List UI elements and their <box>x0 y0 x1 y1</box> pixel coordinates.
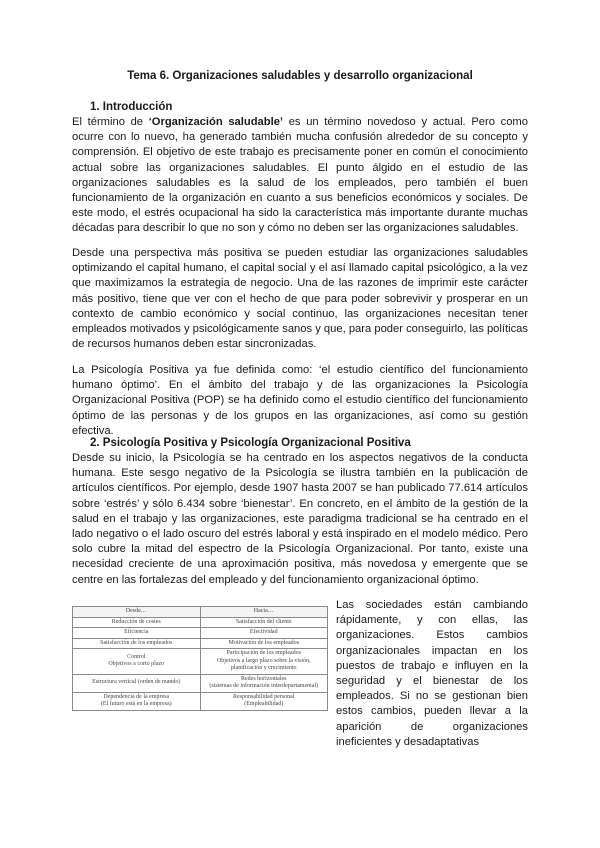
comparison-table <box>72 606 328 711</box>
table-cell-line: (sistemas de información interdepartamental) <box>209 683 319 689</box>
table-row <box>73 628 328 639</box>
table-cell <box>200 674 328 692</box>
table-row <box>73 649 328 675</box>
table-cell-line: Redes horizontales <box>241 675 287 682</box>
table-cell-line: (El futuro está en la empresa) <box>100 701 172 707</box>
table-cell-line: Estructura vertical (orden de mando) <box>92 679 181 686</box>
table-cell-line: Responsabilidad personal <box>233 693 295 700</box>
table-cell <box>73 692 201 710</box>
table-cell-line: Dependencia de la empresa <box>103 693 170 700</box>
paragraph-sesgo-negativo: Desde su inicio, la Psicología se ha centrado en los aspectos negativos de la conducta humana. Este sesgo negativo de la Psicología se ilustra también en la publicación de artículos científicos. Por ejemplo, desde 1907 hasta 2007 se han publicado 77.614 artículos sobre ‘estrés’ y sólo 6.434 sobre ‘bienestar’. En concreto, en el ámbito de la gestión de la salud en el trabajo y las organizaciones, este paradigma tradicional se ha centrado en el lado negativo o el lado oscuro del estrés laboral y está inspirado en el modelo médico. Pero solo cubre la mitad del espectro de la Psicología Organizacional. Por tanto, existe una necesidad creciente de una aproximación positiva, más novedosa y emergente que se centre en las fortalezas del empleado y del funcionamiento organizacional óptimo. <box>72 452 528 586</box>
intro-bold-term: ‘Organización saludable’ <box>148 116 284 128</box>
table-row <box>73 674 328 692</box>
table-cell <box>200 628 328 639</box>
table-cell <box>200 692 328 710</box>
table-cell-line: Objetivos a largo plazo sobre la visión, planificación y crecimiento <box>216 657 311 671</box>
table-cell <box>73 649 201 675</box>
table-header-cell: Hacia… <box>200 607 328 618</box>
table-cell-line: Satisfacción de los empleados <box>100 639 173 646</box>
paragraph-sociedades-cambiando: Las sociedades están cambiando rápidamente, y con ellas, las organizaciones. Estos cambios organizacionales impactan en los puestos de trabajo e influyen en la seguridad y el bienestar de los empleados. Si no se gestionan bien estos cambios, pueden llevar a la aparición de organizaciones ineficientes y desadaptativas <box>336 599 528 748</box>
table-cell-line: Efectividad <box>249 629 278 635</box>
table-cell-line: Control <box>127 653 146 660</box>
table-cell <box>73 674 201 692</box>
table-cell <box>73 638 201 649</box>
table-body <box>73 617 328 710</box>
table-cell <box>73 628 201 639</box>
section-heading-introduccion: 1. Introducción <box>90 101 173 113</box>
table-cell-line: Motivación de los empleados <box>228 639 299 646</box>
intro-paragraph <box>72 115 528 237</box>
table-header-cell: Desde… <box>73 607 201 618</box>
table-cell <box>200 617 328 628</box>
table-cell <box>200 638 328 649</box>
table-cell-line: Satisfacción del cliente <box>235 618 292 625</box>
document-title: Tema 6. Organizaciones saludables y desarrollo organizacional <box>127 70 473 82</box>
paragraph-psicologia-positiva: La Psicología Positiva ya fue definida como: ‘el estudio científico del funcionamiento humano óptimo’. En el ámbito del trabajo y de las organizaciones la Psicología Organizacional Positiva (POP) se ha definido como el estudio científico del funcionamiento óptimo de las personas y de los grupos en las organizaciones, así como su gestión efectiva. <box>72 364 528 437</box>
table-cell-line: Objetivos a corto plazo <box>108 661 165 668</box>
intro-prefix: El término de <box>72 116 149 128</box>
table-cell-line: Participación de los empleados <box>226 650 301 656</box>
table-cell <box>73 617 201 628</box>
table-row <box>73 692 328 710</box>
table-header-row <box>73 607 328 618</box>
intro-rest: es un término novedoso y actual. Pero como ocurre con lo nuevo, ha generado también mucha confusión alrededor de su concepto y comprensión. El objetivo de este trabajo es precisamente poner en común el conocimiento actual sobre las organizaciones saludables. El punto álgido en el estudio de las organizaciones saludables es la salud de los empleados, pero también el buen funcionamiento de la organización en cuanto a sus beneficios económicos y sociales. De este modo, el estrés ocupacional ha sido la característica más importante durante muchas décadas para describir lo que no son y cómo no deben ser las organizaciones saludables. <box>72 116 528 235</box>
table-cell-line: Eficiencia <box>124 629 149 635</box>
table-cell <box>200 649 328 675</box>
table-row <box>73 617 328 628</box>
table-cell-line: Reducción de costes <box>111 618 161 625</box>
paragraph-perspectiva-positiva: Desde una perspectiva más positiva se pueden estudiar las organizaciones saludables optimizando el capital humano, el capital social y el así llamado capital psicológico, a la vez que maximizamos la estrategia de negocio. Una de las razones de imprimir este carácter más positivo, tiene que ver con el hecho de que para poder sobrevivir y prosperar en un contexto de cambio económico y social continuo, las organizaciones necesitan tener empleados motivados y psicológicamente sanos y que, para poder conseguirlo, las políticas de recursos humanos deben estar sincronizadas. <box>72 247 528 351</box>
table-cell-line: (Empleabilidad) <box>244 701 284 707</box>
table-row <box>73 638 328 649</box>
section-heading-psicologia-positiva: 2. Psicología Positiva y Psicología Organizacional Positiva <box>90 437 411 449</box>
